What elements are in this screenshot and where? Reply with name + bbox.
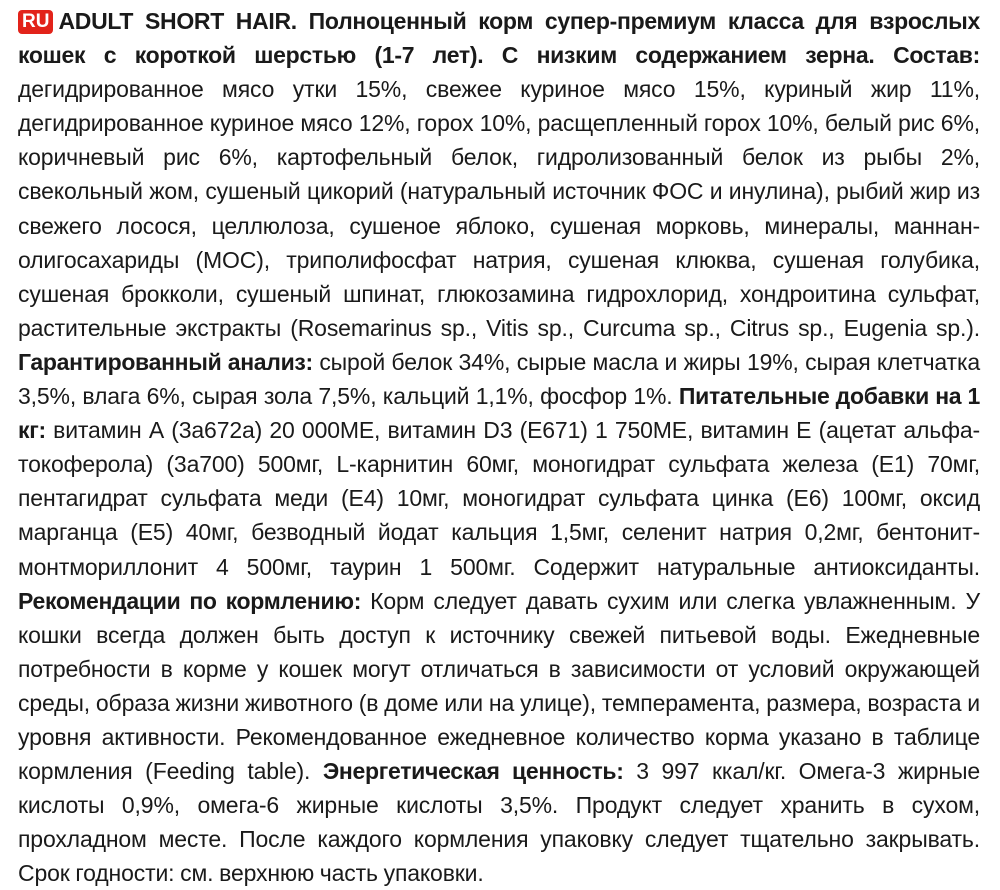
composition-text: дегидрированное мясо утки 15%, свежее куриное мясо 15%, куриный жир 11%, дегидрированное куриное мясо 12%, горох 10%, расщепленный горох 10%, белый рис 6%, коричневый рис 6%, картофельный белок, гидролизованный белок из рыбы 2%, свекольный жом, сушеный цикорий (натуральный источник ФОС и инулина), рыбий жир из свежего лосося, целлюлоза, сушеное яблоко, сушеная морковь, минералы, маннан-олигосахариды (МОС), триполифосфат натрия, сушеная клюква, сушеная голубика, сушеная брокколи, сушеный шпинат, глюкозамина гидрохлорид, хондроитина сульфат, растительные экстракты (Rosemarinus sp., Vitis sp., Curcuma sp., Citrus sp., Eugenia sp.).: [18, 76, 980, 341]
feeding-text: Корм следует давать сухим или слегка увлажненным. У кошки всегда должен быть доступ к источнику свежей питьевой воды. Ежедневные потребности в корме у кошек могут отличаться в зависимости от условий окружающей среды, образа жизни животного (в доме или на улице), темперамента, размера, возраста и уровня активности. Рекомендованное ежедневное количество корма указано в таблице кормления (Feeding table).: [18, 587, 980, 785]
feeding-heading: Рекомендации по кормлению:: [18, 587, 362, 614]
analysis-heading: Гарантированный анализ:: [18, 348, 313, 375]
composition-heading: Состав:: [893, 42, 980, 69]
additives-text: витамин А (3а672а) 20 000МЕ, витамин D3 (Е671) 1 750МЕ, витамин Е (ацетат альфа-токоферола) (3а700) 500мг, L-карнитин 60мг, моногидрат сульфата железа (Е1) 70мг, пентагидрат сульфата меди (Е4) 10мг, моногидрат сульфата цинка (Е6) 100мг, оксид марганца (Е5) 40мг, безводный йодат кальция 1,5мг, селенит натрия 0,2мг, бентонит-монтмориллонит 4 500мг, таурин 1 500мг. Содержит натуральные антиоксиданты.: [18, 417, 980, 580]
additives-heading: Питательные добавки на 1 кг:: [18, 383, 980, 444]
energy-text: 3 997 ккал/кг. Омега-3 жирные кислоты 0,9%, омега-6 жирные кислоты 3,5%. Продукт следует хранить в сухом, прохладном месте. После каждого кормления упаковку следует тщательно закрывать. Срок годности: см. верхнюю часть упаковки.: [18, 758, 980, 887]
energy-heading: Энергетическая ценность:: [322, 758, 624, 785]
analysis-text: сырой белок 34%, сырые масла и жиры 19%, сырая клетчатка 3,5%, влага 6%, сырая зола 7,5%, кальций 1,1%, фосфор 1%.: [18, 348, 981, 410]
label-text-block: [18, 4, 980, 890]
language-badge-ru: RU: [18, 10, 53, 34]
product-title: ADULT SHORT HAIR. Полноценный корм супер-премиум класса для взрослых кошек с короткой шерстью (1-7 лет). С низким содержанием зерна.: [18, 8, 980, 69]
